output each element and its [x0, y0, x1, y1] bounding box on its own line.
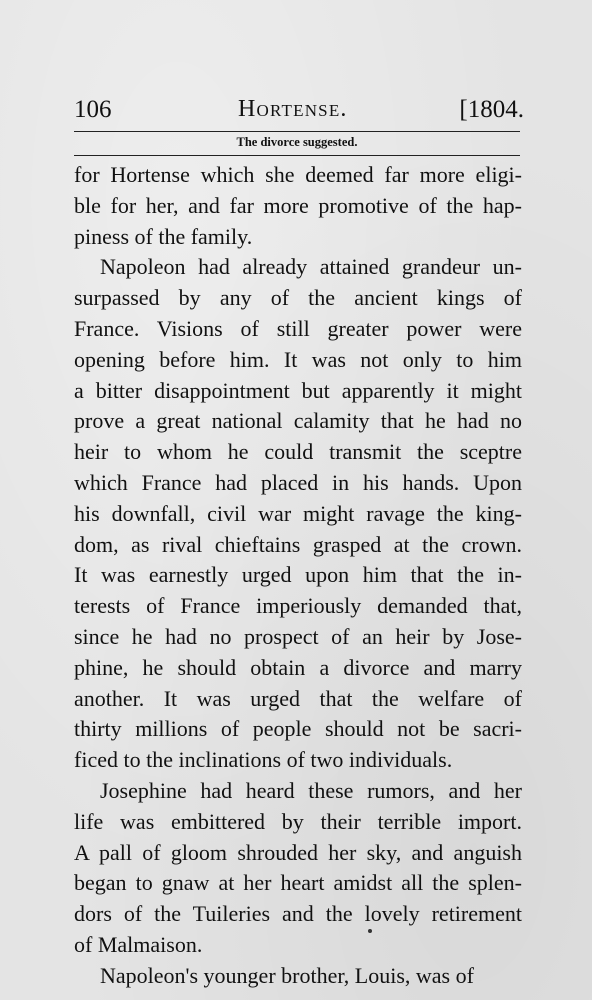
text-line: heir to whom he could transmit the sceptre	[74, 439, 522, 465]
text-line: A pall of gloom shrouded her sky, and anguish	[74, 839, 522, 865]
header-rule-top	[74, 131, 520, 132]
paragraph	[74, 160, 522, 252]
text-line: surpassed by any of the ancient kings of	[74, 285, 522, 311]
text-line: of Malmaison.	[74, 931, 203, 957]
text-line: piness of the family.	[74, 223, 253, 249]
text-line: which France had placed in his hands. Upon	[74, 469, 522, 495]
print-speck	[368, 929, 372, 933]
text-line: life was embittered by their terrible import.	[74, 808, 522, 834]
text-line: opening before him. It was not only to him	[74, 346, 522, 372]
text-line: since he had no prospect of an heir by Jose-	[74, 623, 522, 649]
page-number: 106	[74, 96, 112, 123]
marginal-note: The divorce suggested.	[236, 135, 358, 149]
text-line: It was earnestly urged upon him that the in-	[74, 562, 522, 588]
paragraph	[74, 776, 522, 961]
text-line: thirty millions of people should not be sacri-	[74, 716, 522, 742]
text-line: for Hortense which she deemed far more eligi-	[74, 162, 522, 187]
header-year: [1804.	[459, 96, 524, 123]
text-line: ficed to the inclinations of two individuals.	[74, 747, 453, 773]
text-line: prove a great national calamity that he had no	[74, 408, 522, 434]
text-line: a bitter disappointment but apparently it might	[74, 377, 522, 403]
body-text	[74, 160, 522, 992]
text-line: Napoleon had already attained grandeur un-	[100, 254, 522, 280]
page-header	[74, 96, 524, 130]
text-line: France. Visions of still greater power were	[74, 315, 522, 341]
paragraph	[74, 961, 522, 992]
text-line: dom, as rival chieftains grasped at the crown.	[74, 531, 522, 557]
paragraph	[74, 252, 522, 776]
text-line: Josephine had heard these rumors, and her	[100, 777, 522, 803]
text-line: terests of France imperiously demanded that,	[74, 593, 522, 619]
running-title: Hortense.	[238, 96, 348, 122]
text-line: dors of the Tuileries and the lovely retirement	[74, 901, 522, 927]
text-line: Napoleon's younger brother, Louis, was of	[100, 962, 474, 988]
text-line: began to gnaw at her heart amidst all the splen-	[74, 870, 522, 896]
text-line: ble for her, and far more promotive of the hap-	[74, 192, 522, 218]
text-line: another. It was urged that the welfare of	[74, 685, 522, 711]
text-line: his downfall, civil war might ravage the king-	[74, 500, 522, 526]
text-line: phine, he should obtain a divorce and marry	[74, 654, 522, 680]
header-rule-bottom	[74, 155, 520, 156]
